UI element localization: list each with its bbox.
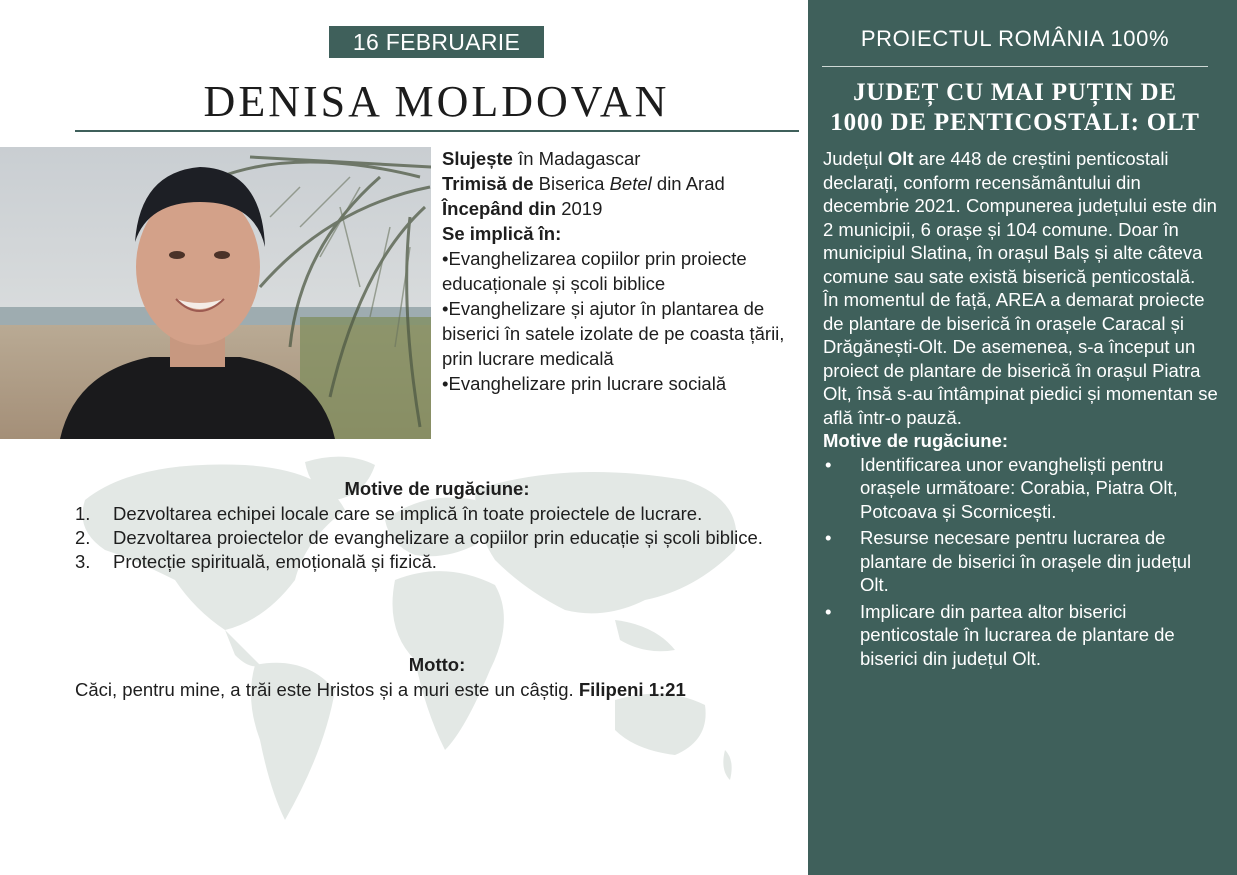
since-value: 2019: [556, 198, 603, 219]
prayer-item-text: Protecție spirituală, emoțională și fizică.: [113, 551, 437, 572]
since-label: Începând din: [442, 198, 557, 219]
sidebar-prayer-text: Identificarea unor evangheliști pentru orașele următoare: Corabia, Piatra Olt, Potcoava și Scornicești.: [860, 453, 1178, 522]
motto-title: Motto:: [408, 654, 466, 675]
prayer-item-text: Dezvoltarea echipei locale care se implică în toate proiectele de lucrare.: [113, 503, 703, 524]
bullet-icon: •: [825, 453, 832, 475]
prayer-list: [75, 502, 795, 574]
map-southeast-asia: [615, 620, 675, 651]
name-divider: [75, 130, 799, 132]
bullet-icon: •: [825, 600, 832, 622]
county-paragraph: [823, 147, 1218, 288]
county-title-line: 1000 DE PENTICOSTALI: OLT: [830, 109, 1200, 136]
date-badge: 16 FEBRUARIE: [329, 26, 544, 58]
involved-label: Se implică în:: [442, 223, 562, 244]
sidebar-prayer-text: Implicare din partea altor biserici penticostale în lucrarea de plantare de biserici din județul Olt.: [860, 600, 1175, 669]
prayer-item: [75, 526, 795, 550]
map-new-zealand: [723, 750, 731, 780]
prayer-item-number: 2.: [75, 527, 91, 548]
sidebar-prayer-title: Motive de rugăciune:: [823, 430, 1009, 451]
involvement-item: •Evanghelizarea copiilor prin proiecte educaționale și școli biblice: [442, 248, 747, 294]
county-title: [808, 78, 1222, 138]
county-paragraph: În momentul de față, AREA a demarat proiecte de plantare de biserică în orașele Caracal și Drăgănești-Olt. De asemenea, s-a început un proiect de plantare de biserică în orașul Piatra Olt, însă s-au întâmpinat piedici și momentan se află într-o pauză.: [823, 289, 1218, 428]
prayer-item-number: 1.: [75, 503, 91, 524]
involvement-item: •Evanghelizare și ajutor în plantarea de biserici în satele izolate de pe coasta țării, prin lucrare medicală: [442, 298, 785, 369]
bullet-icon: •: [825, 527, 832, 548]
sidebar-prayer-item: [823, 526, 1218, 597]
since-row: [442, 196, 802, 221]
sidebar-prayer-text: Resurse necesare pentru lucrarea de plantare de biserici în orașele din județul Olt.: [860, 527, 1192, 595]
sidebar-prayer-item: [823, 600, 1218, 671]
county-body: [823, 147, 1218, 673]
sent-post: din Arad: [651, 173, 725, 194]
sent-pre: Biserica: [533, 173, 610, 194]
prayer-item: [75, 550, 795, 574]
motto-text: [75, 679, 799, 701]
serves-value: în Madagascar: [512, 148, 641, 169]
sidebar-panel: [808, 0, 1237, 875]
project-title: PROIECTUL ROMÂNIA 100%: [860, 26, 1170, 51]
prayer-item: [75, 502, 795, 526]
county-title-line: JUDEȚ CU MAI PUȚIN DE: [853, 79, 1177, 106]
serves-row: [442, 146, 802, 171]
sent-label: Trimisă de: [442, 173, 534, 194]
county-name: Olt: [887, 148, 914, 169]
prayer-title: Motive de rugăciune:: [344, 478, 530, 499]
county-text: Județul: [823, 148, 888, 169]
map-australia: [615, 694, 706, 755]
county-text: are 448 de creștini penticostali declarați, conform recensământului din decembrie 2021. Compunerea județului este din 2 municipii, 6 orașe și 104 comune. Doar în municipiul Slatina, în orașul Balș și alte câteva comune sau sate există biserică penticostală.: [823, 148, 1217, 287]
sent-row: [442, 171, 802, 196]
prayer-item-text: Dezvoltarea proiectelor de evanghelizare a copiilor prin educație și școli biblice.: [113, 527, 763, 548]
missionary-photo: [0, 147, 431, 439]
missionary-name: DENISA MOLDOVAN: [203, 77, 670, 126]
sidebar-prayer-item: [823, 453, 1218, 524]
serves-label: Slujește: [442, 148, 513, 169]
sent-church: Betel: [609, 173, 652, 194]
sidebar-divider: [822, 66, 1208, 67]
motto-reference: Filipeni 1:21: [578, 679, 686, 700]
motto-quote: Căci, pentru mine, a trăi este Hristos și a muri este un câștig.: [75, 679, 579, 700]
involvement-item: •Evanghelizare prin lucrare socială: [442, 373, 727, 394]
sidebar-prayer-list: [823, 453, 1218, 671]
involved-row: [442, 221, 802, 246]
profile-info: [442, 146, 802, 396]
prayer-item-number: 3.: [75, 551, 91, 572]
